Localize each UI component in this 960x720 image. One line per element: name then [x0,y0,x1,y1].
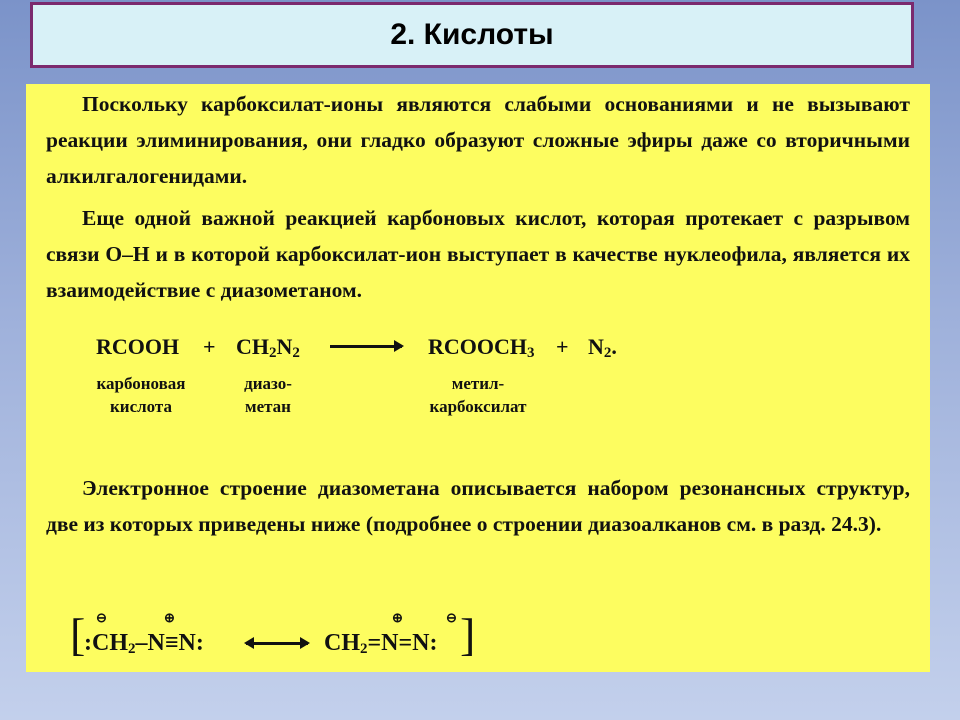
paragraph-2-text: Еще одной важной реакцией карбоновых кислот, которая протекает с разрывом связи О–Н и в которой карбоксилат-ион выступает в качестве нуклеофила, является их взаимодействие с диазометаном. [46,206,910,302]
resonance-structure-1: $:CH_2-N\equiv N$: [84,630,204,657]
nitrogen-negative-charge: ⊖ [446,610,457,625]
label-methyl-carboxylate: метил- карбоксилат [429,374,527,416]
product-methyl-ester: $RCOOCH_3$ [428,334,535,361]
resonance-arrow [246,642,308,645]
reaction-arrow [330,345,402,348]
slide-title: 2. Кислоты [390,18,554,51]
reactant-rcooh: RCOOH [96,334,180,359]
nitrogen-positive-charge-2: ⊕ [392,610,403,625]
plus-sign-1: + [203,334,216,359]
product-nitrogen: $N_2$. [588,334,617,361]
paragraph-3-text: Электронное строение диазометана описывается набором резонансных структур, две из которых приведены ниже (подробнее о строении диазоалканов см. в разд. 24.3). [46,476,910,536]
paragraph-1-text: Поскольку карбоксилат-ионы являются слабыми основаниями и не вызывают реакции элиминирования, они гладко образуют сложные эфиры даже со вторичными алкилгалогенидами. [46,92,910,188]
reactant-diazomethane: $CH_2N_2$ [236,334,300,361]
right-bracket: ] [460,609,476,660]
plus-sign-2: + [556,334,569,359]
title-bar [30,2,914,68]
label-carboxylic-acid: карбоновая кислота [96,374,186,416]
paragraph-2 [46,200,910,308]
label-diazomethane: диазо- метан [244,374,292,416]
resonance-structure-2: $CH_2=N=N$: [324,630,438,657]
paragraph-1 [46,86,910,194]
nitrogen-positive-charge: ⊕ [164,610,175,625]
left-bracket: [ [70,609,86,660]
paragraph-3 [46,470,910,542]
carbon-negative-charge: ⊖ [96,610,107,625]
